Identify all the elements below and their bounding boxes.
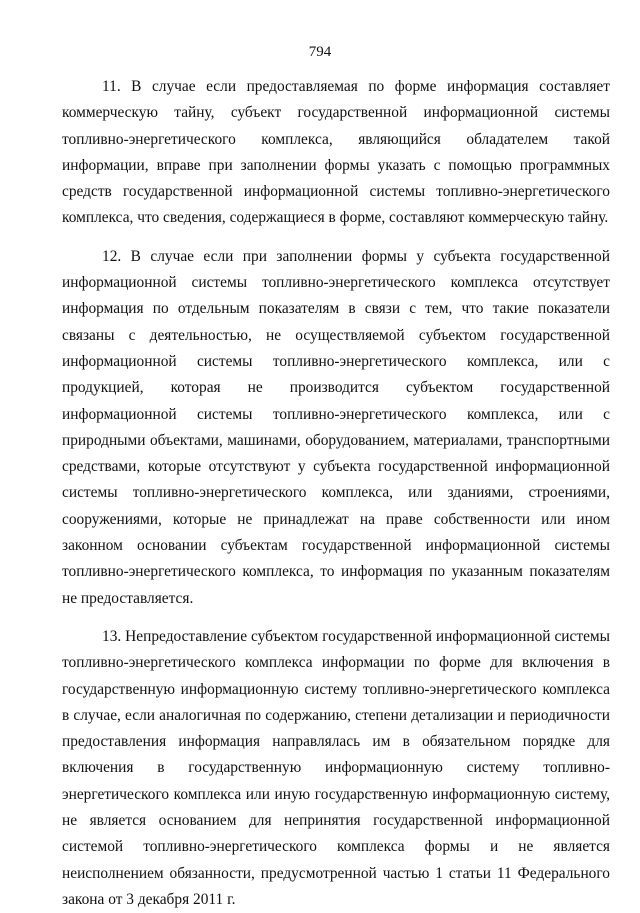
paragraph-13: 13. Непредоставление субъектом государственной информационной системы топливно-энергетического комплекса информации по форме для включения в государственную информационную систему топливно-энергетического комплекса в случае, если аналогичная по содержанию, степени детализации и периодичности предоставления информация направлялась им в обязательном порядке для включения в государственную информационную систему топливно-энергетического комплекса или иную государственную информационную систему, не является основанием для непринятия государственной информационной системой топливно-энергетического комплекса формы и не является неисполнением обязанности, предусмотренной частью 1 статьи 11 Федерального закона от 3 декабря 2011 г. xyxy=(62,627,610,908)
document-body xyxy=(62,74,610,913)
paragraph-12: 12. В случае если при заполнении формы у субъекта государственной информационной системы топливно-энергетического комплекса отсутствует информация по отдельным показателям в связи с тем, что такие показатели связаны с деятельностью, не осуществляемой субъектом государственной информационной системы топливно-энергетического комплекса, или с продукцией, которая не производится субъектом государственной информационной системы топливно-энергетического комплекса, или с природными объектами, машинами, оборудованием, материалами, транспортными средствами, которые отсутствуют у субъекта государственной информационной системы топливно-энергетического комплекса, или зданиями, строениями, сооружениями, которые не принадлежат на праве собственности или ином законном основании субъектам государственной информационной системы топливно-энергетического комплекса, то информация по указанным показателям не предоставляется. xyxy=(62,247,610,607)
paragraph-11: 11. В случае если предоставляемая по форме информация составляет коммерческую тайну, субъект государственной информационной системы топливно-энергетического комплекса, являющийся обладателем такой информации, вправе при заполнении формы указать с помощью программных средств государственной информационной системы топливно-энергетического комплекса, что сведения, содержащиеся в форме, составляют коммерческую тайну. xyxy=(62,78,610,227)
page-number: 794 xyxy=(308,44,332,60)
